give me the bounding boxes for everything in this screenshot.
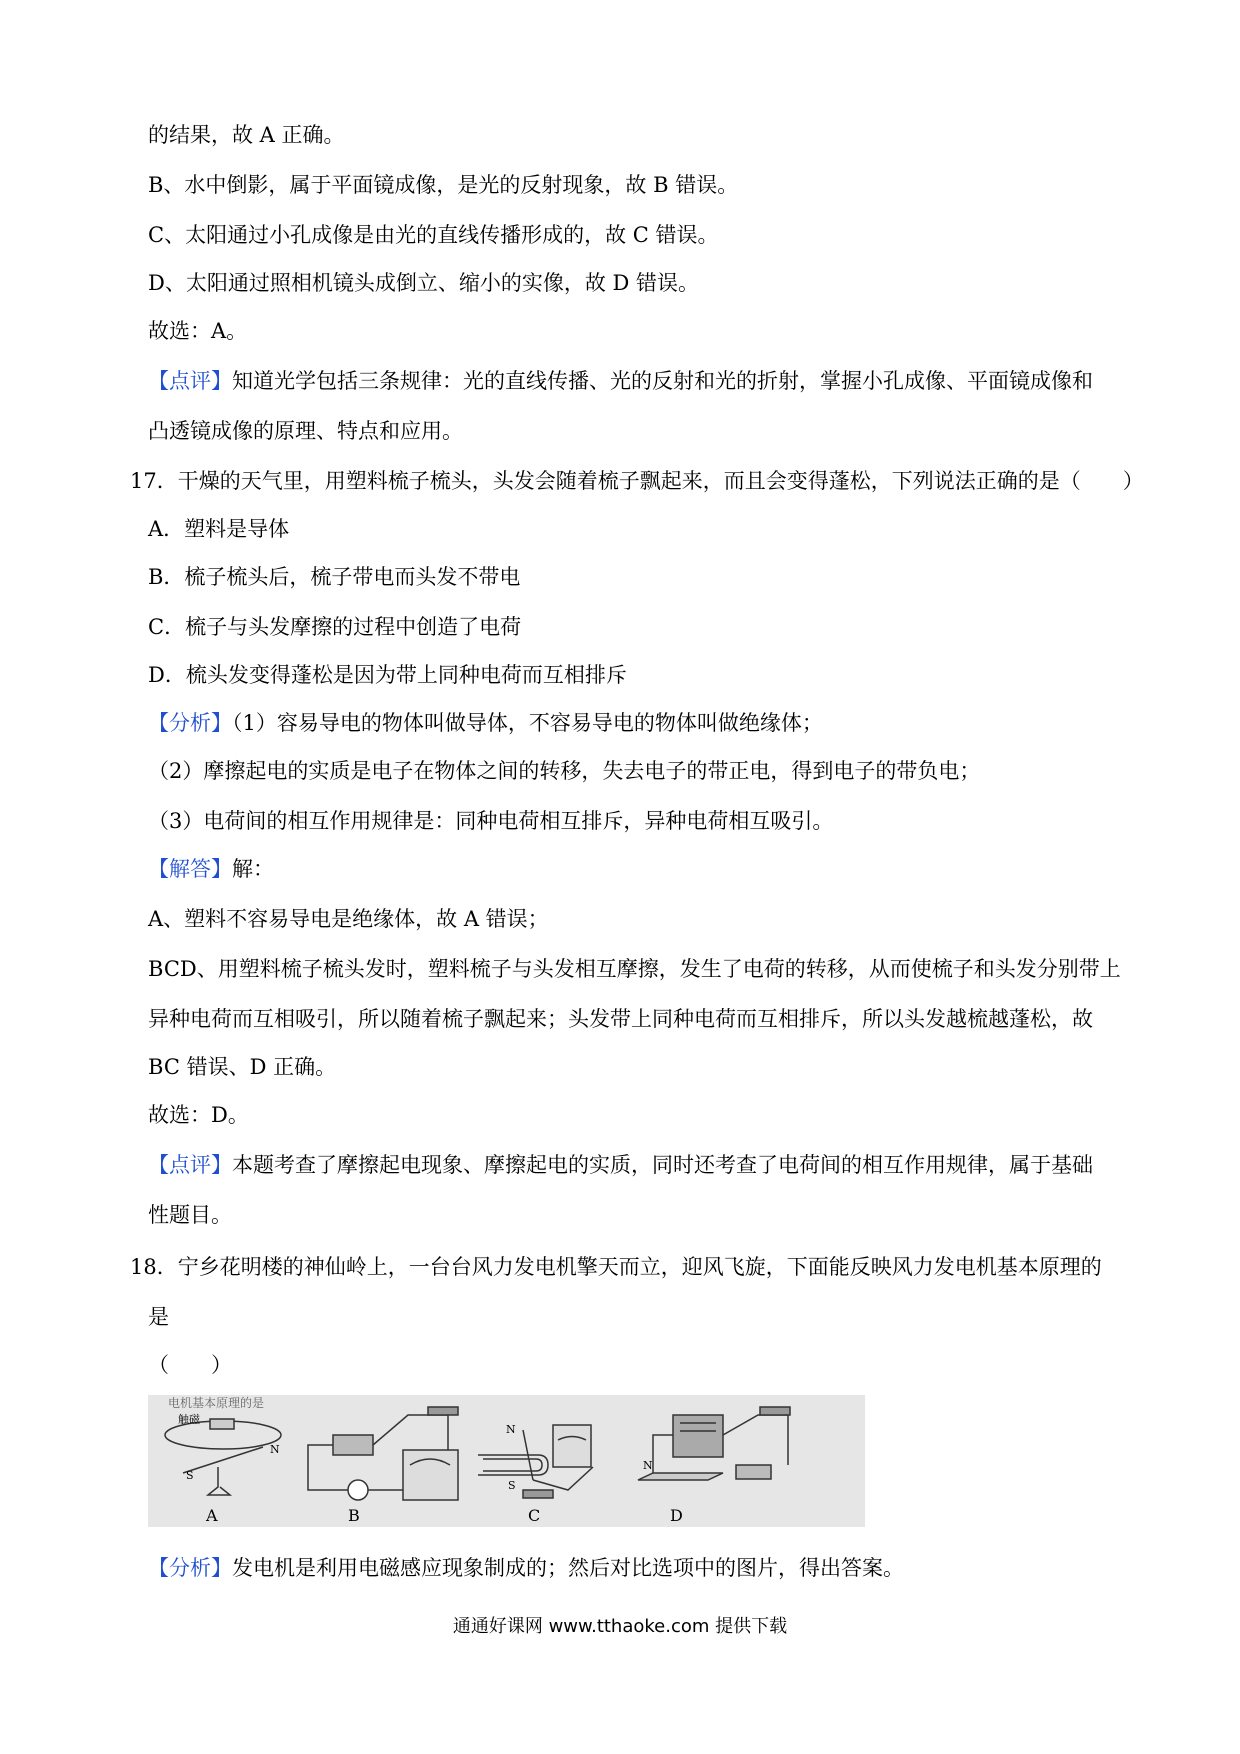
analysis-line [148, 708, 823, 738]
s-label-c: S [508, 1479, 516, 1492]
comment-line [148, 1150, 1093, 1180]
text-line: （ ） [148, 1353, 232, 1377]
text-line: 凸透镜成像的原理、特点和应用。 [148, 419, 463, 443]
n-label: N [270, 1443, 280, 1456]
text-line: BC 错误、D 正确。 [148, 1055, 337, 1079]
page-footer: 通通好课网 www.tthaoke.com 提供下载 [452, 1616, 788, 1637]
analysis-tag: 【分析】 [148, 1556, 232, 1580]
label-b: B [348, 1506, 360, 1525]
option-a: A．塑料是导体 [148, 517, 290, 541]
analysis-tag: 【分析】 [148, 711, 232, 735]
text-line: A、塑料不容易导电是绝缘体，故 A 错误； [148, 907, 549, 931]
option-c: C．梳子与头发摩擦的过程中创造了电荷 [148, 615, 522, 639]
text-line: BCD、用塑料梳子梳头发时，塑料梳子与头发相互摩擦，发生了电荷的转移，从而使梳子和头发分别带上 [148, 957, 1121, 981]
text-line: D、太阳通过照相机镜头成倒立、缩小的实像，故 D 错误。 [148, 271, 700, 295]
magnet-label: 触磁 [178, 1413, 200, 1426]
text-line: 性题目。 [148, 1203, 232, 1227]
diagram-c [478, 1425, 593, 1498]
analysis-text: （1）容易导电的物体叫做导体，不容易导电的物体叫做绝缘体； [232, 711, 823, 735]
s-label: S [186, 1469, 194, 1482]
n-label-d: N [643, 1459, 653, 1472]
question-18: 18．宁乡花明楼的神仙岭上，一台台风力发电机擎天而立，迎风飞旋，下面能反映风力发电机基本原理的 [130, 1255, 1102, 1279]
text-line: C、太阳通过小孔成像是由光的直线传播形成的，故 C 错误。 [148, 223, 719, 247]
question-17: 17．干燥的天气里，用塑料梳子梳头，头发会随着梳子飘起来，而且会变得蓬松，下列说法正确的是（ ） [130, 469, 1144, 493]
text-line: 的结果，故 A 正确。 [148, 123, 345, 147]
option-b: B．梳子梳头后，梳子带电而头发不带电 [148, 565, 521, 589]
experiment-figure [148, 1395, 865, 1527]
diagram-a [165, 1419, 281, 1495]
answer-tag: 【解答】 [148, 857, 232, 881]
comment-text: 知道光学包括三条规律：光的直线传播、光的反射和光的折射，掌握小孔成像、平面镜成像和 [232, 369, 1093, 393]
text-line: 故选：A。 [148, 319, 248, 343]
experiment-diagrams [148, 1395, 865, 1527]
text-line: 故选：D。 [148, 1103, 249, 1127]
comment-line [148, 366, 1093, 396]
text-line: 异种电荷而互相吸引，所以随着梳子飘起来；头发带上同种电荷而互相排斥，所以头发越梳越蓬松，故 [148, 1007, 1093, 1031]
text-line: B、水中倒影，属于平面镜成像，是光的反射现象，故 B 错误。 [148, 173, 739, 197]
diagram-b [308, 1407, 458, 1500]
label-d: D [670, 1506, 683, 1525]
option-d: D．梳头发变得蓬松是因为带上同种电荷而互相排斥 [148, 663, 627, 687]
n-label-c: N [506, 1423, 516, 1436]
comment-tag: 【点评】 [148, 369, 232, 393]
text-line: （3）电荷间的相互作用规律是：同种电荷相互排斥，异种电荷相互吸引。 [148, 809, 834, 833]
text-line: （2）摩擦起电的实质是电子在物体之间的转移，失去电子的带正电，得到电子的带负电； [148, 759, 981, 783]
label-c: C [528, 1506, 541, 1525]
label-a: A [206, 1506, 218, 1525]
analysis-line [148, 1553, 904, 1583]
comment-tag: 【点评】 [148, 1153, 232, 1177]
comment-text: 本题考查了摩擦起电现象、摩擦起电的实质，同时还考查了电荷间的相互作用规律，属于基础 [232, 1153, 1093, 1177]
figure-top-text: 电机基本原理的是 [168, 1396, 265, 1410]
answer-line [148, 854, 274, 884]
diagram-d [638, 1407, 790, 1480]
text-line: 是 [148, 1305, 169, 1329]
analysis-text: 发电机是利用电磁感应现象制成的；然后对比选项中的图片，得出答案。 [232, 1556, 904, 1580]
answer-text: 解： [232, 857, 274, 881]
